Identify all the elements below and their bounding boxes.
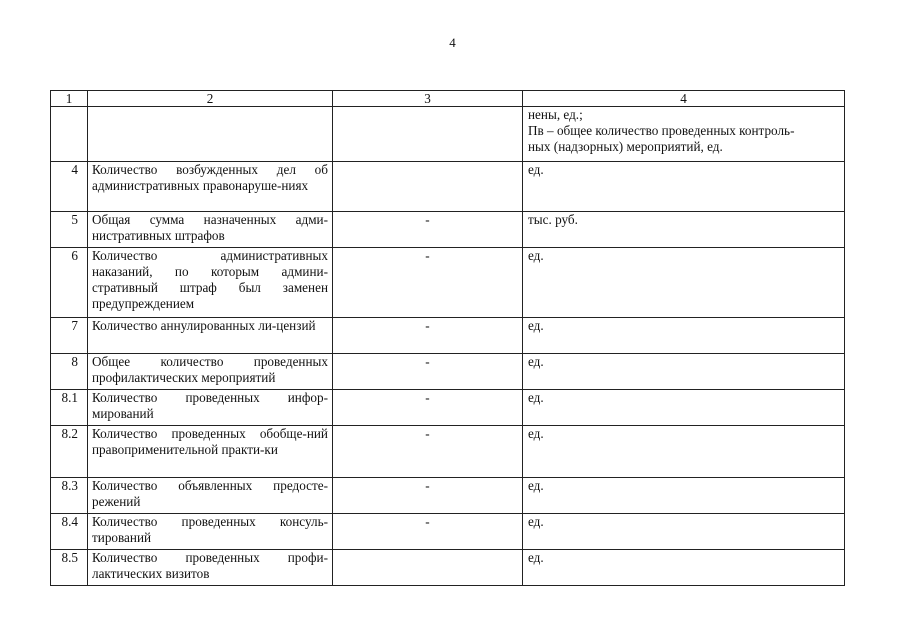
row-indicator-name: Количество проведенных инфор-мирований: [88, 390, 333, 426]
row-number: 6: [51, 248, 88, 318]
table-cell: [51, 107, 88, 162]
row-unit: ед.: [523, 318, 845, 354]
row-unit: ед.: [523, 550, 845, 586]
continuation-text: [523, 107, 845, 162]
row-number: 8.5: [51, 550, 88, 586]
row-value: -: [333, 478, 523, 514]
row-value: -: [333, 426, 523, 478]
row-indicator-name: Количество аннулированных ли-цензий: [88, 318, 333, 354]
row-indicator-name: Количество административных наказаний, по которым админи-стративный штраф был заменен предупреждением: [88, 248, 333, 318]
table-row: [51, 354, 845, 390]
table-row: [51, 248, 845, 318]
table-row: [51, 162, 845, 212]
header-cell-3: 3: [333, 91, 523, 107]
row-indicator-name: Общая сумма назначенных адми-нистративных штрафов: [88, 212, 333, 248]
table-row: [51, 212, 845, 248]
table-row: [51, 478, 845, 514]
continuation-row: [51, 107, 845, 162]
table-cell: [333, 107, 523, 162]
row-number: 8.2: [51, 426, 88, 478]
table-row: [51, 390, 845, 426]
row-number: 5: [51, 212, 88, 248]
row-number: 4: [51, 162, 88, 212]
row-number: 8.3: [51, 478, 88, 514]
row-value: -: [333, 212, 523, 248]
row-value: [333, 162, 523, 212]
row-unit: ед.: [523, 390, 845, 426]
header-cell-4: 4: [523, 91, 845, 107]
table-row: [51, 318, 845, 354]
row-unit: ед.: [523, 514, 845, 550]
row-number: 7: [51, 318, 88, 354]
header-cell-2: 2: [88, 91, 333, 107]
continuation-line: Пв – общее количество проведенных контроль-: [528, 123, 795, 138]
page-number: 4: [449, 35, 456, 50]
row-unit: ед.: [523, 426, 845, 478]
table-row: [51, 550, 845, 586]
table-row: [51, 426, 845, 478]
row-unit: ед.: [523, 248, 845, 318]
header-cell-1: 1: [51, 91, 88, 107]
row-number: 8.4: [51, 514, 88, 550]
row-value: -: [333, 514, 523, 550]
row-indicator-name: Количество проведенных консуль-тирований: [88, 514, 333, 550]
continuation-line: ных (надзорных) мероприятий, ед.: [528, 139, 723, 154]
row-number: 8: [51, 354, 88, 390]
row-indicator-name: Количество возбужденных дел об административных правонаруше-ниях: [88, 162, 333, 212]
indicators-table: [50, 90, 845, 586]
row-value: [333, 550, 523, 586]
row-indicator-name: Количество проведенных обобще-ний правоприменительной практи-ки: [88, 426, 333, 478]
continuation-line: нены, ед.;: [528, 107, 583, 122]
row-value: -: [333, 318, 523, 354]
table-row: [51, 514, 845, 550]
row-value: -: [333, 248, 523, 318]
row-unit: тыс. руб.: [523, 212, 845, 248]
row-value: -: [333, 390, 523, 426]
table-cell: [88, 107, 333, 162]
row-unit: ед.: [523, 354, 845, 390]
row-number: 8.1: [51, 390, 88, 426]
row-value: -: [333, 354, 523, 390]
row-unit: ед.: [523, 162, 845, 212]
row-unit: ед.: [523, 478, 845, 514]
row-indicator-name: Количество проведенных профи-лактических визитов: [88, 550, 333, 586]
row-indicator-name: Количество объявленных предосте-режений: [88, 478, 333, 514]
row-indicator-name: Общее количество проведенных профилактических мероприятий: [88, 354, 333, 390]
table-header-row: [51, 91, 845, 107]
